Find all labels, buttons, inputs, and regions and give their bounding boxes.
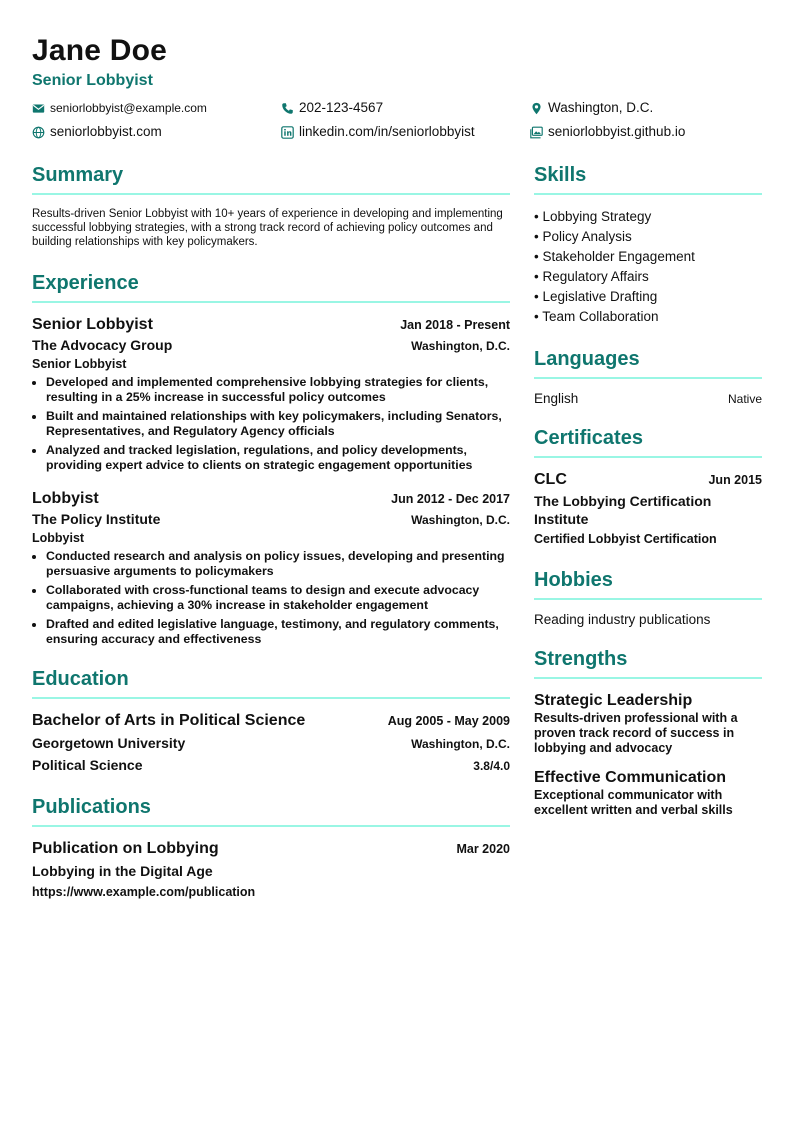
image-icon — [530, 126, 543, 139]
skill-item: • Lobbying Strategy — [534, 207, 762, 227]
strength-description: Exceptional communicator with excellent written and verbal skills — [534, 788, 733, 817]
contact-portfolio-text: seniorlobbyist.github.io — [548, 124, 686, 139]
skills-section — [534, 163, 762, 327]
contact-linkedin[interactable] — [281, 123, 530, 141]
experience-bullet: • Conducted research and analysis on policy issues, developing and presenting persuasive arguments to policymakers — [46, 549, 510, 579]
skill-item: • Legislative Drafting — [534, 287, 762, 307]
experience-bullet: • Developed and implemented comprehensive lobbying strategies for clients, resulting in a 25% increase in successful policy outcomes — [46, 375, 510, 405]
strength-item — [534, 691, 762, 756]
contact-location — [530, 99, 762, 117]
language-item — [534, 391, 762, 406]
publications-section — [32, 795, 510, 901]
summary-text: Results-driven Senior Lobbyist with 10+ years of experience in developing and implementing successful lobbying strategies, with a strong track record of achieving policy outcomes and building relationships with key policymakers. — [32, 208, 503, 248]
certificate-date: Jun 2015 — [708, 473, 762, 487]
publication-publisher: Lobbying in the Digital Age — [32, 863, 213, 879]
linkedin-icon — [281, 126, 294, 139]
certificate-issuer: The Lobbying Certification Institute — [534, 493, 712, 527]
education-gpa: 3.8/4.0 — [473, 759, 510, 773]
experience-bullet: • Analyzed and tracked legislation, regulations, and policy developments, providing expert advice to clients on strategic engagement opportunities — [46, 443, 510, 473]
strength-name: Strategic Leadership — [534, 692, 693, 709]
skills-title: Skills — [534, 163, 762, 195]
hobbies-title: Hobbies — [534, 568, 762, 600]
strengths-title: Strengths — [534, 647, 762, 679]
skill-item: • Team Collaboration — [534, 307, 762, 327]
experience-company: The Policy Institute — [32, 511, 161, 527]
experience-position: Senior Lobbyist — [32, 316, 153, 333]
publication-name: Publication on Lobbying — [32, 840, 219, 857]
summary-section — [32, 163, 510, 249]
strengths-section — [534, 647, 762, 818]
education-school: Georgetown University — [32, 735, 186, 751]
experience-role: Lobbyist — [32, 531, 85, 545]
contact-phone[interactable] — [281, 99, 530, 117]
skill-item: • Policy Analysis — [534, 227, 762, 247]
contact-portfolio[interactable] — [530, 123, 762, 141]
summary-title: Summary — [32, 163, 510, 195]
experience-section — [32, 271, 510, 647]
education-field: Political Science — [32, 757, 143, 773]
hobby-item: Reading industry publications — [534, 612, 711, 627]
candidate-name: Jane Doe — [32, 34, 167, 67]
strength-name: Effective Communication — [534, 769, 727, 786]
certificates-title: Certificates — [534, 426, 762, 458]
certificate-name: CLC — [534, 471, 567, 488]
experience-bullet: • Drafted and edited legislative language, testimony, and regulatory comments, ensuring accuracy and effectiveness — [46, 617, 510, 647]
experience-bullets — [32, 549, 510, 647]
publication-date: Mar 2020 — [456, 842, 510, 856]
contact-list — [32, 99, 762, 141]
experience-role: Senior Lobbyist — [32, 357, 127, 371]
experience-bullets — [32, 375, 510, 473]
contact-website[interactable] — [32, 123, 281, 141]
envelope-icon — [32, 102, 45, 115]
skill-item: • Regulatory Affairs — [534, 267, 762, 287]
certificates-section — [534, 426, 762, 548]
education-date: Aug 2005 - May 2009 — [387, 714, 510, 728]
experience-bullet: • Built and maintained relationships with key policymakers, including Senators, Representatives, and Regulatory Agency officials — [46, 409, 510, 439]
side-column — [534, 163, 762, 901]
publication-url[interactable]: https://www.example.com/publication — [32, 885, 256, 899]
experience-date: Jan 2018 - Present — [400, 318, 510, 332]
experience-location: Washington, D.C. — [411, 513, 510, 527]
contact-linkedin-text: linkedin.com/in/seniorlobbyist — [299, 124, 475, 139]
experience-location: Washington, D.C. — [411, 339, 510, 353]
skill-item: • Stakeholder Engagement — [534, 247, 762, 267]
education-location: Washington, D.C. — [411, 737, 510, 751]
contact-phone-text: 202-123-4567 — [299, 100, 384, 115]
languages-title: Languages — [534, 347, 762, 379]
certificate-summary: Certified Lobbyist Certification — [534, 532, 717, 546]
experience-company: The Advocacy Group — [32, 337, 173, 353]
skills-list — [534, 207, 762, 327]
hobbies-section — [534, 568, 762, 627]
language-level: Native — [727, 392, 762, 406]
contact-email-text: seniorlobbyist@example.com — [50, 101, 207, 115]
education-title: Education — [32, 667, 510, 699]
contact-email[interactable] — [32, 99, 281, 117]
resume-columns — [32, 163, 762, 901]
experience-item — [32, 489, 510, 647]
experience-position: Lobbyist — [32, 490, 99, 507]
strength-description: Results-driven professional with a proven track record of success in lobbying and advocacy — [534, 711, 738, 755]
main-column — [32, 163, 510, 901]
phone-icon — [281, 102, 294, 115]
language-name: English — [534, 391, 579, 406]
map-pin-icon — [530, 102, 543, 115]
candidate-headline: Senior Lobbyist — [32, 72, 153, 89]
contact-website-text: seniorlobbyist.com — [50, 124, 162, 139]
publications-title: Publications — [32, 795, 510, 827]
languages-section — [534, 347, 762, 406]
strength-item — [534, 768, 762, 818]
experience-date: Jun 2012 - Dec 2017 — [391, 492, 510, 506]
experience-title: Experience — [32, 271, 510, 303]
contact-location-text: Washington, D.C. — [548, 100, 654, 115]
experience-bullet: • Collaborated with cross-functional teams to design and execute advocacy campaigns, achieving a 30% increase in stakeholder engagement — [46, 583, 510, 613]
education-section — [32, 667, 510, 775]
experience-item — [32, 315, 510, 473]
education-degree: Bachelor of Arts in Political Science — [32, 712, 306, 729]
globe-icon — [32, 126, 45, 139]
